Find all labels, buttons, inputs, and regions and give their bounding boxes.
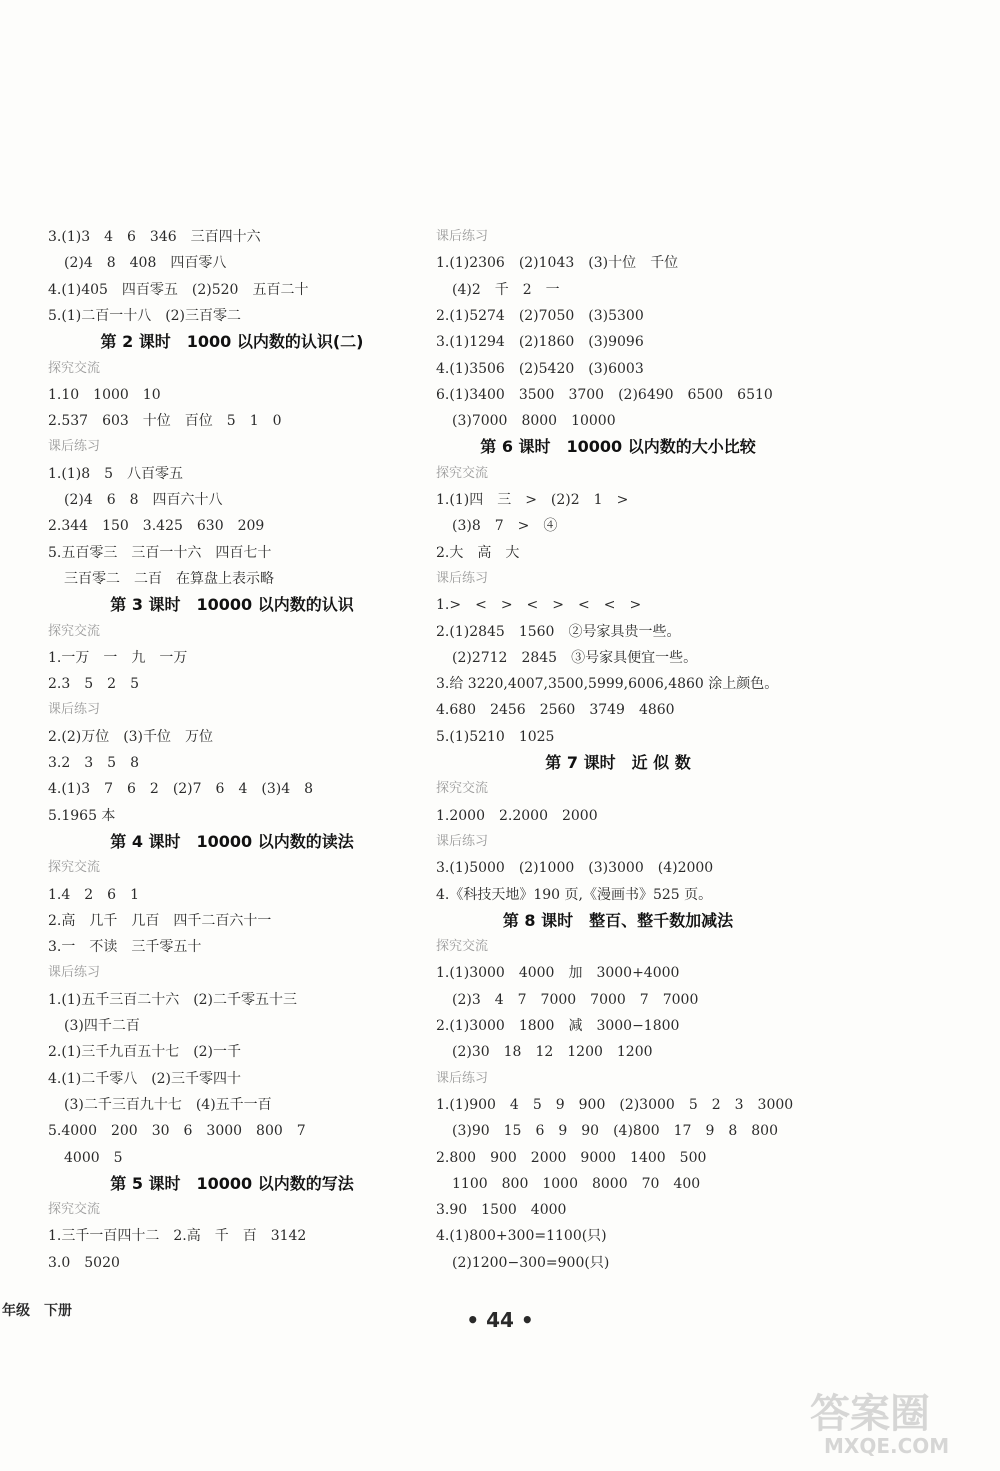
lesson-heading: 第 7 课时 近 似 数 [545,753,691,772]
answer-line: 3.一 不读 三千零五十 [48,939,202,956]
answer-line: (4)2 千 2 一 [452,281,560,298]
section-label: 课后练习 [48,439,101,455]
answer-line: 1.(1)8 5 八百零五 [48,465,184,482]
lesson-heading: 第 6 课时 10000 以内数的大小比较 [480,437,756,457]
section-label: 探究交流 [48,1202,101,1218]
lesson-heading: 第 4 课时 10000 以内数的读法 [110,831,354,851]
section-label: 课后练习 [436,833,489,849]
section-label: 探究交流 [48,360,101,376]
answer-line: (2)2712 2845 ③号家具便宜一些。 [452,649,698,666]
answer-line: (3)二千三百九十七 (4)五千一百 [64,1096,272,1113]
answer-line: 5.(1)二百一十八 (2)三百零二 [48,307,242,324]
answer-line: 4.(1)3 7 6 2 (2)7 6 4 (3)4 8 [48,781,314,798]
answer-line: 4.(1)405 四百零五 (2)520 五百二十 [48,281,309,298]
answer-line: 1.10 1000 10 [48,386,161,403]
lesson-heading: 第 8 课时 整百、整千数加减法 [502,910,734,930]
answer-line: 1.三千一百四十二 2.高 千 百 3142 [48,1228,307,1245]
answer-line: 3.(1)3 4 6 346 三百四十六 [48,229,261,245]
lesson-heading: 第 3 课时 10000 以内数的认识 [110,595,354,615]
answer-line: 2.高 几千 几百 四千二百六十一 [48,912,272,929]
answer-line: (3)四千二百 [64,1018,140,1034]
section-label: 课后练习 [48,965,101,981]
answer-line: 3.0 5020 [48,1254,120,1271]
answer-line: 4.(1)800+300=1100(只) [436,1228,607,1245]
answer-line: 3.90 1500 4000 [436,1202,567,1219]
grade-footer: 年级 下册 [2,1303,72,1319]
section-label: 课后练习 [48,702,101,718]
watermark-text: 答案圈 [810,1391,930,1437]
section-label: 探究交流 [48,860,101,876]
watermark-logo [800,1382,990,1462]
answer-line: 4.(1)3506 (2)5420 (3)6003 [436,360,644,377]
answer-line: 5.1965 本 [48,807,116,824]
section-label: 探究交流 [436,465,489,481]
answer-line: 2.(1)2845 1560 ②号家具贵一些。 [436,623,681,640]
answer-line: (2)3 4 7 7000 7000 7 7000 [452,991,699,1008]
answer-line: (3)90 15 6 9 90 (4)800 17 9 8 800 [452,1123,778,1140]
answer-line: 4000 5 [64,1149,123,1166]
section-label: 课后练习 [436,1070,489,1086]
answer-line: 1.2000 2.2000 2000 [436,807,598,824]
answer-line: 2.344 150 3.425 630 209 [48,518,265,535]
lesson-heading: 第 2 课时 1000 以内数的认识(二) [100,332,364,352]
answer-line: 1.一万 一 九 一万 [48,649,188,666]
answer-line: 3.(1)5000 (2)1000 (3)3000 (4)2000 [436,860,714,877]
answer-line: 2.3 5 2 5 [48,676,139,693]
answer-line: 2.(1)3000 1800 减 3000−1800 [436,1018,680,1034]
answer-line: 5.五百零三 三百一十六 四百七十 [48,544,272,561]
answer-line: (2)4 6 8 四百六十八 [64,492,223,508]
answer-line: 4.680 2456 2560 3749 4860 [436,702,675,719]
answer-line: 6.(1)3400 3500 3700 (2)6490 6500 6510 [436,386,773,403]
answer-line: 3.2 3 5 8 [48,755,139,771]
answer-line: 2.(1)5274 (2)7050 (3)5300 [436,307,644,324]
answer-line: 3.(1)1294 (2)1860 (3)9096 [436,334,644,351]
answer-line: (3)8 7 > ④ [452,518,558,535]
answer-line: (2)1200−300=900(只) [452,1254,610,1271]
answer-line: 1.> < > < > < < > [436,597,642,614]
answer-line: 5.4000 200 30 6 3000 800 7 [48,1123,306,1140]
answer-line: (2)4 8 408 四百零八 [64,255,227,272]
answer-line: 1.(1)900 4 5 9 900 (2)3000 5 2 3 3000 [436,1096,794,1113]
answer-line: 1.4 2 6 1 [48,886,139,903]
answer-line: 2.(2)万位 (3)千位 万位 [48,728,214,745]
lesson-heading: 第 5 课时 10000 以内数的写法 [110,1173,354,1193]
answer-line: 3.给 3220,4007,3500,5999,6006,4860 涂上颜色。 [436,676,779,693]
answer-line: 1.(1)2306 (2)1043 (3)十位 千位 [436,255,679,272]
answer-line: (3)7000 8000 10000 [452,413,616,430]
answer-line: 2.大 高 大 [436,544,520,561]
answer-line: 4.(1)二千零八 (2)三千零四十 [48,1070,242,1087]
section-label: 课后练习 [436,229,489,244]
answer-line: 1.(1)五千三百二十六 (2)二千零五十三 [48,991,298,1008]
answer-line: 1100 800 1000 8000 70 400 [452,1175,701,1192]
section-label: 探究交流 [436,939,489,955]
section-label: 课后练习 [436,570,489,586]
section-label: 探究交流 [48,623,101,639]
answer-line: 三百零二 二百 在算盘上表示略 [64,570,274,587]
answer-line: (2)30 18 12 1200 1200 [452,1044,653,1061]
answer-line: 1.(1)3000 4000 加 3000+4000 [436,965,680,982]
answer-line: 5.(1)5210 1025 [436,728,555,745]
answer-line: 2.800 900 2000 9000 1400 500 [436,1149,707,1166]
section-label: 探究交流 [436,781,489,797]
answer-line: 2.(1)三千九百五十七 (2)一千 [48,1044,242,1061]
watermark-url: MXQE.COM [824,1434,950,1458]
answer-line: 4.《科技天地》190 页,《漫画书》525 页。 [436,886,713,903]
answer-line: 2.537 603 十位 百位 5 1 0 [48,413,282,430]
page-number: • 44 • [466,1308,534,1332]
answer-line: 1.(1)四 三 > (2)2 1 > [436,492,629,508]
